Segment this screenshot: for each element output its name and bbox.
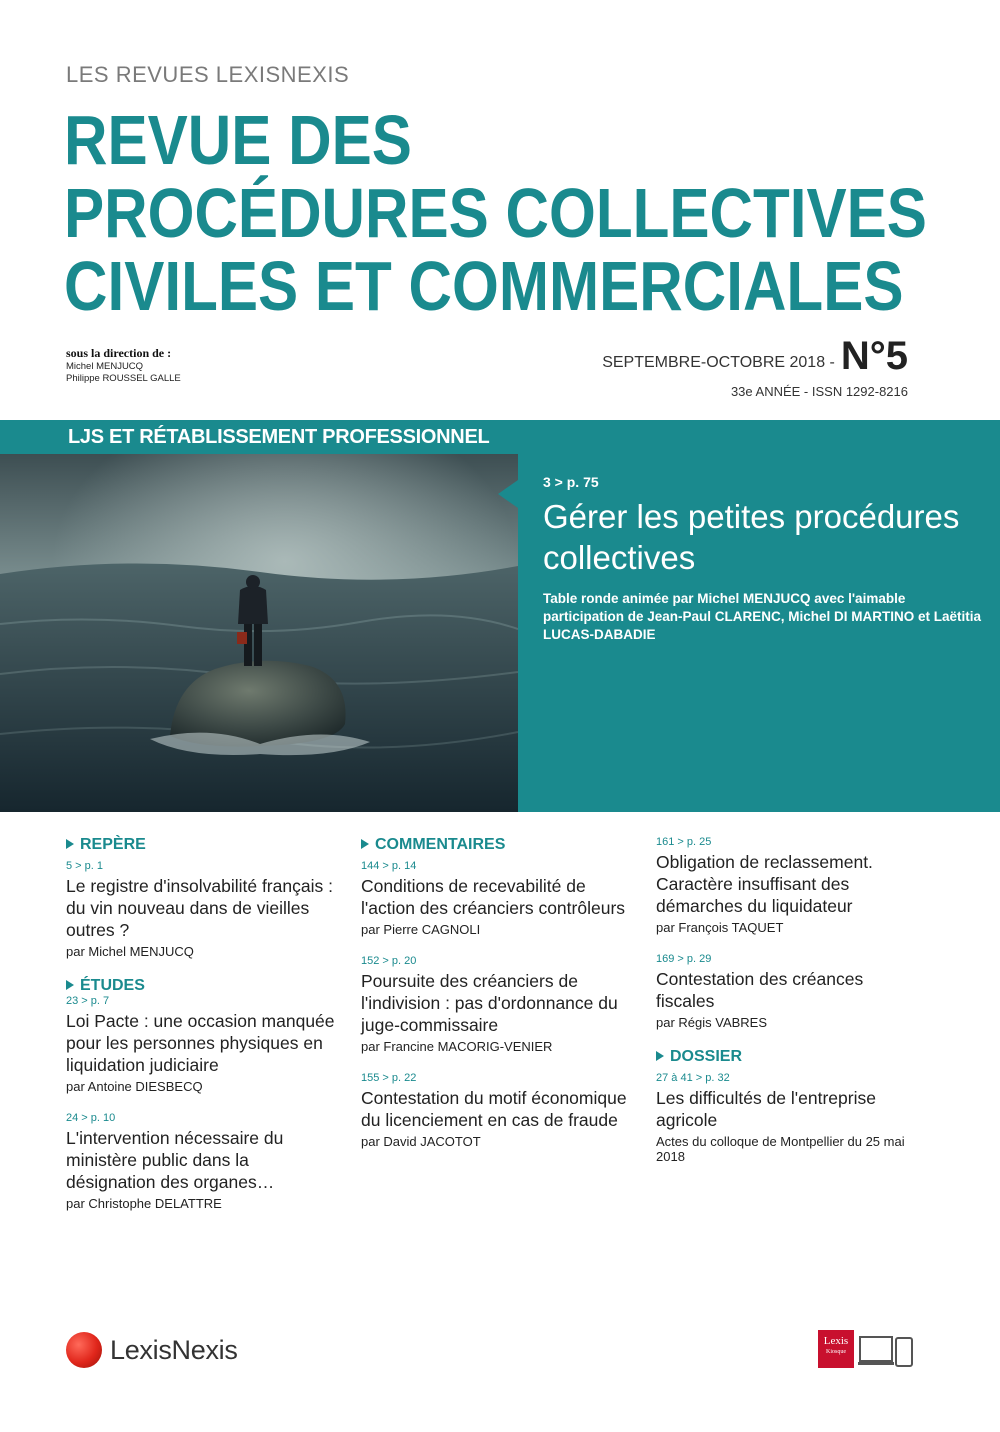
kiosque-top-text: Lexis <box>823 1335 849 1347</box>
triangle-bullet-icon <box>66 839 74 849</box>
red-sphere-icon <box>66 1332 102 1368</box>
toc-ref: 24 > p. 10 <box>66 1112 116 1124</box>
toc-author: par Régis VABRES <box>656 1015 768 1030</box>
toc-column-2 <box>361 836 631 1167</box>
feature-ref: 3 > p. 75 <box>543 474 599 490</box>
toc-item <box>361 955 631 1054</box>
feature-subtitle: Table ronde animée par Michel MENJUCQ avec l'aimable participation de Jean-Paul CLARENC, Michel DI MARTINO et Laëtitia LUCAS-DABADIE <box>543 591 982 642</box>
director-name: Philippe ROUSSEL GALLE <box>66 373 181 384</box>
toc-ref: 155 > p. 22 <box>361 1072 417 1084</box>
toc-title: Le registre d'insolvabilité français : du vin nouveau dans de vieilles outres ? <box>66 876 333 940</box>
issue-period: SEPTEMBRE-OCTOBRE 2018 - <box>602 354 835 371</box>
devices-icon <box>858 1334 914 1368</box>
toc-author: par David JACOTOT <box>361 1134 481 1149</box>
editorial-direction <box>66 346 181 385</box>
toc-author: par Pierre CAGNOLI <box>361 922 481 937</box>
toc-title: L'intervention nécessaire du ministère public dans la désignation des organes… <box>66 1128 284 1192</box>
year-issn: 33e ANNÉE - ISSN 1292-8216 <box>730 384 908 399</box>
section-band <box>0 420 518 454</box>
journal-title <box>64 101 927 325</box>
section-heading-repere <box>66 836 336 854</box>
toc-author: par Michel MENJUCQ <box>66 944 194 959</box>
feature-panel <box>518 420 1000 812</box>
toc-item <box>361 860 631 937</box>
issue-number: N°5 <box>840 334 908 378</box>
feature-notch <box>498 480 518 508</box>
toc-item <box>66 995 336 1094</box>
lexisnexis-logo <box>66 1332 238 1368</box>
toc-ref: 23 > p. 7 <box>66 995 110 1007</box>
toc-item <box>361 1072 631 1149</box>
journal-title-line-3: CIVILES ET COMMERCIALES <box>64 247 904 325</box>
toc-ref: 152 > p. 20 <box>361 955 417 967</box>
toc-title: Poursuite des créanciers de l'indivision : pas d'ordonnance du juge-commissaire <box>361 971 618 1035</box>
section-heading-dossier <box>656 1048 926 1066</box>
toc-item <box>66 860 336 959</box>
toc-author: par François TAQUET <box>656 920 784 935</box>
logo-wordmark: LexisNexis <box>110 1334 238 1365</box>
toc-author: par Antoine DIESBECQ <box>66 1079 203 1094</box>
triangle-bullet-icon <box>361 839 369 849</box>
section-label: DOSSIER <box>670 1048 743 1065</box>
toc-column-3 <box>656 836 926 1182</box>
kiosque-badge <box>818 1330 854 1368</box>
section-heading-etudes <box>66 977 336 995</box>
toc-title: Contestation du motif économique du licenciement en cas de fraude <box>361 1088 627 1130</box>
toc-title: Contestation des créances fiscales <box>656 969 864 1011</box>
section-band-label: LJS ET RÉTABLISSEMENT PROFESSIONNEL <box>68 426 490 448</box>
issue-info <box>602 336 908 399</box>
cover-photo <box>0 454 518 812</box>
journal-title-line-1: REVUE DES <box>64 101 412 179</box>
journal-title-line-2: PROCÉDURES COLLECTIVES <box>64 174 927 252</box>
triangle-bullet-icon <box>66 980 74 990</box>
toc-ref: 144 > p. 14 <box>361 860 417 872</box>
director-name: Michel MENJUCQ <box>66 361 144 372</box>
feature-title: Gérer les petites procédures collectives <box>543 498 960 576</box>
section-label: COMMENTAIRES <box>375 836 506 853</box>
toc-title: Les difficultés de l'entreprise agricole <box>656 1088 876 1130</box>
toc-column-1 <box>66 836 336 1229</box>
kiosque-bottom-text: Kiosque <box>826 1349 846 1355</box>
toc-item <box>656 953 926 1030</box>
kiosque-logo <box>818 1330 914 1368</box>
toc-ref: 27 à 41 > p. 32 <box>656 1072 730 1084</box>
series-name: LES REVUES LEXISNEXIS <box>66 62 350 87</box>
toc-title: Obligation de reclassement. Caractère insuffisant des démarches du liquidateur <box>656 852 873 916</box>
toc-item <box>656 1072 926 1164</box>
toc-ref: 169 > p. 29 <box>656 953 712 965</box>
triangle-bullet-icon <box>656 1051 664 1061</box>
toc-title: Loi Pacte : une occasion manquée pour les personnes physiques en liquidation judiciaire <box>66 1011 335 1075</box>
man-on-rock-illustration <box>0 454 518 812</box>
toc-author: par Francine MACORIG-VENIER <box>361 1039 553 1054</box>
section-label: ÉTUDES <box>80 977 145 994</box>
toc-ref: 161 > p. 25 <box>656 836 712 848</box>
toc-ref: 5 > p. 1 <box>66 860 104 872</box>
section-label: REPÈRE <box>80 836 146 853</box>
toc-title: Conditions de recevabilité de l'action des créanciers contrôleurs <box>361 876 626 918</box>
direction-label: sous la direction de : <box>66 346 172 360</box>
toc-author: par Christophe DELATTRE <box>66 1196 222 1211</box>
toc-author: Actes du colloque de Montpellier du 25 mai 2018 <box>656 1134 905 1164</box>
section-heading-commentaires <box>361 836 631 854</box>
toc-item <box>66 1112 336 1211</box>
toc-item <box>656 836 926 935</box>
